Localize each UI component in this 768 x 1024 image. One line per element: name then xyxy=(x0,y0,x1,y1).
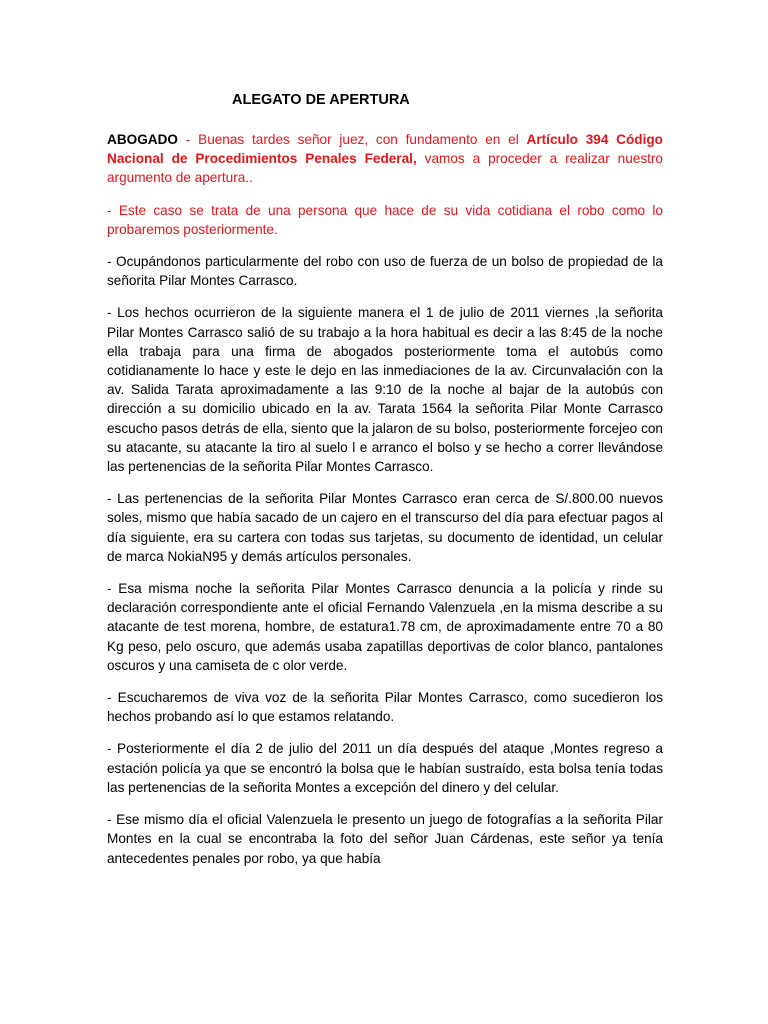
body-paragraph: - Esa misma noche la señorita Pilar Montes Carrasco denuncia a la policía y rinde su declaración correspondiente ante el oficial Fernando Valenzuela ,en la misma describe a su atacante de test morena, hombre, de estatura1.78 cm, de aproximadamente entre 70 a 80 Kg peso, pelo oscuro, que además usaba zapatillas deportivas de color blanco, pantalones oscuros y una camiseta de c olor verde. xyxy=(107,581,663,673)
body-paragraph: - Posteriormente el día 2 de julio del 2011 un día después del ataque ,Montes regreso a estación policía ya que se encontró la bolsa que le habían sustraído, esta bolsa tenía todas las pertenencias de la señorita Montes a excepción del dinero y del celular. xyxy=(107,741,663,795)
intro-text-b: vamos a proceder a realizar nuestro argumento de apertura.. xyxy=(107,151,663,186)
article-reference: Artículo 394 Código Nacional de Procedimientos Penales Federal, xyxy=(107,132,663,167)
body-paragraph: - Ese mismo día el oficial Valenzuela le presento un juego de fotografías a la señorita Pilar Montes en la cual se encontraba la foto del señor Juan Cárdenas, este señor ya tenía antecedentes penales por robo, ya que había xyxy=(107,812,663,866)
body-paragraph: - Los hechos ocurrieron de la siguiente manera el 1 de julio de 2011 viernes ,la señorita Pilar Montes Carrasco salió de su trabajo a la hora habitual es decir a las 8:45 de la noche ella trabaja para una firma de abogados posteriormente toma el autobús como cotidianamente lo hace y este le dejo en las inmediaciones de la av. Circunvalación con la av. Salida Tarata aproximadamente a las 9:10 de la noche al bajar de la autobús con dirección a su domicilio ubicado en la av. Tarata 1564 la señorita Pilar Monte Carrasco escucho pasos detrás de ella, siento que la jalaron de su bolso, posteriormente forcejeo con su atacante, su atacante la tiro al suelo l e arranco el bolso y se hecho a correr llevándose las pertenencias de la señorita Pilar Montes Carrasco. xyxy=(107,305,663,475)
document-title: ALEGATO DE APERTURA xyxy=(232,92,410,108)
body-paragraph: - Las pertenencias de la señorita Pilar Montes Carrasco eran cerca de S/.800.00 nuevos soles, mismo que había sacado de un cajero en el transcurso del día para efectuar pagos al día siguiente, era su cartera con todas sus tarjetas, su documento de identidad, un celular de marca NokiaN95 y demás artículos personales. xyxy=(107,491,663,564)
speaker-label: ABOGADO xyxy=(107,132,178,147)
case-summary-paragraph: - Este caso se trata de una persona que hace de su vida cotidiana el robo como lo probaremos posteriormente. xyxy=(107,202,663,237)
body-paragraph: - Escucharemos de viva voz de la señorita Pilar Montes Carrasco, como sucedieron los hechos probando así lo que estamos relatando. xyxy=(107,690,663,725)
body-paragraph: - Ocupándonos particularmente del robo con uso de fuerza de un bolso de propiedad de la señorita Pilar Montes Carrasco. xyxy=(107,254,663,289)
intro-text-a: - Buenas tardes señor juez, con fundamento en el xyxy=(178,132,527,147)
intro-paragraph xyxy=(107,130,663,188)
